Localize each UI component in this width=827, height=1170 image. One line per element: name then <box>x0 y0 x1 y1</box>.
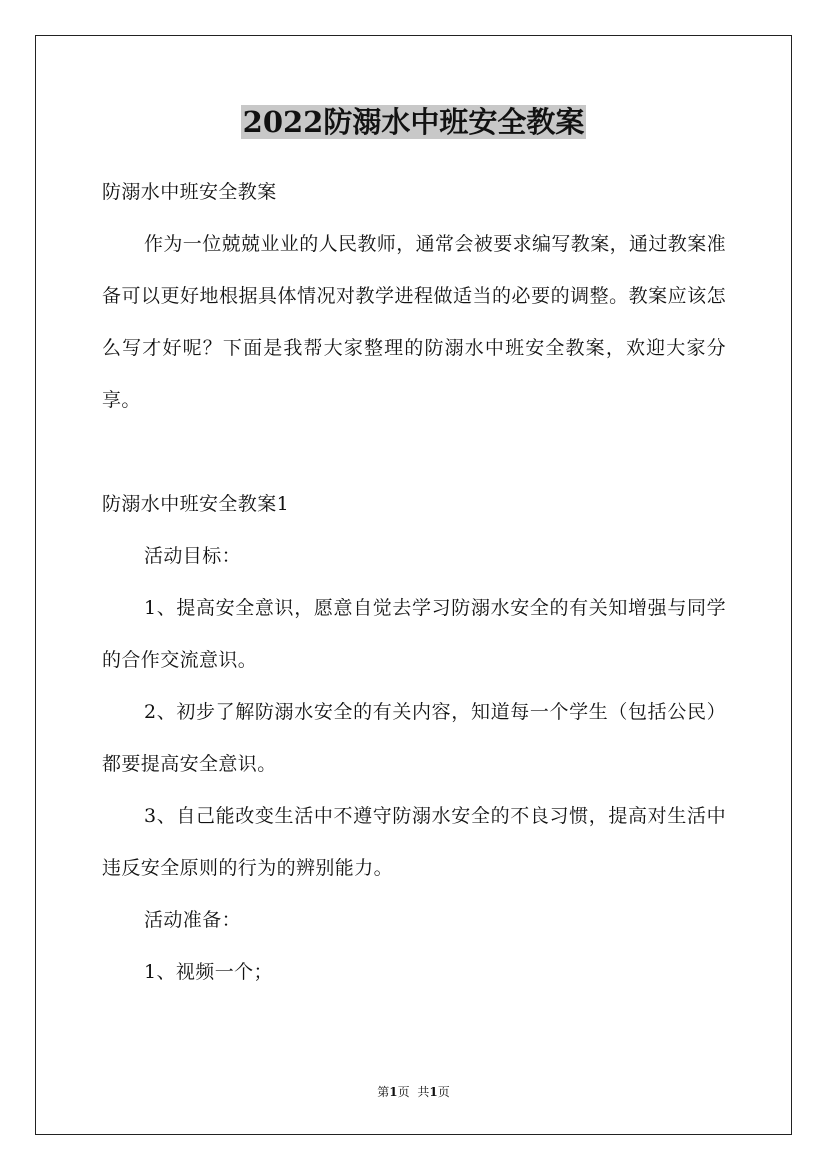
page-footer <box>0 1083 827 1101</box>
total-prefix: 共 <box>417 1085 430 1099</box>
total-suffix: 页 <box>437 1085 450 1099</box>
goal-item-2: 2、初步了解防溺水安全的有关内容，知道每一个学生（包括公民）都要提高安全意识。 <box>102 701 726 775</box>
document-title-text: 2022防溺水中班安全教案 <box>242 105 585 139</box>
page-prefix: 第 <box>377 1085 390 1099</box>
page-suffix: 页 <box>397 1085 410 1099</box>
document-heading: 防溺水中班安全教案 <box>102 181 277 203</box>
preparation-item-1: 1、视频一个； <box>144 961 273 983</box>
document-body <box>102 166 726 998</box>
intro-paragraph: 作为一位兢兢业业的人民教师，通常会被要求编写教案，通过教案准备可以更好地根据具体情况对教学进程做适当的必要的调整。教案应该怎么写才好呢？下面是我帮大家整理的防溺水中班安全教案，欢迎大家分享。 <box>102 233 727 411</box>
page-number: 1 <box>389 1085 398 1099</box>
preparation-label: 活动准备： <box>144 909 242 931</box>
total-pages: 1 <box>429 1085 438 1099</box>
goal-item-3: 3、自己能改变生活中不遵守防溺水安全的不良习惯，提高对生活中违反安全原则的行为的辨别能力。 <box>102 805 726 879</box>
section-heading: 防溺水中班安全教案1 <box>102 493 290 515</box>
document-title <box>0 100 827 144</box>
goal-item-1: 1、提高安全意识，愿意自觉去学习防溺水安全的有关知增强与同学的合作交流意识。 <box>102 597 726 671</box>
paragraph-gap <box>102 426 726 478</box>
goals-label: 活动目标： <box>144 545 242 567</box>
